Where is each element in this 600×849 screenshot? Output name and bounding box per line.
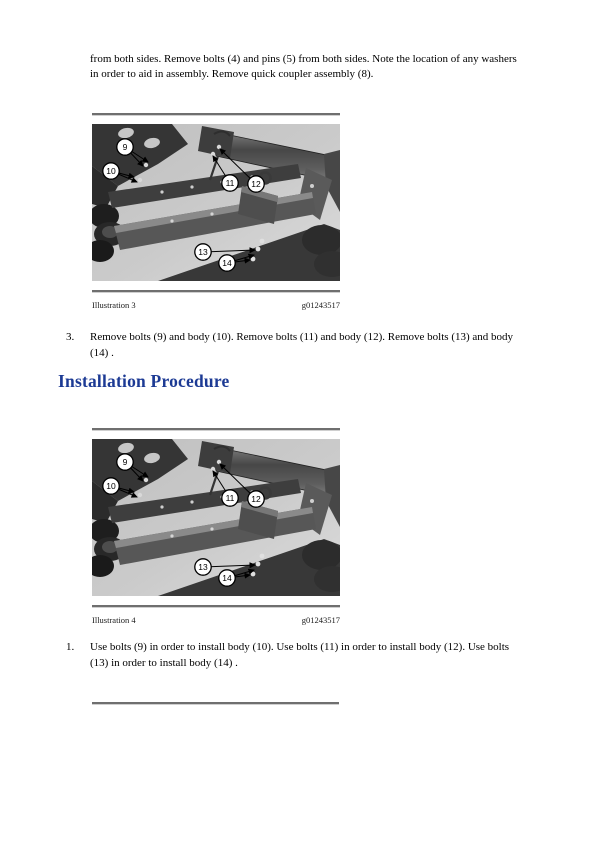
intro-paragraph: from both sides. Remove bolts (4) and pins (5) from both sides. Note the location of any washers in order to aid in assembly. Remove quick coupler assembly (8). (90, 53, 517, 80)
callout-10 (103, 478, 119, 494)
figure-caption: Illustration 3 (92, 300, 136, 310)
step-number: 1. (66, 641, 75, 653)
figure-top-rule (92, 428, 340, 431)
svg-text:13: 13 (198, 247, 208, 258)
figure-ref-number: g01243517 (301, 615, 340, 625)
svg-text:12: 12 (251, 179, 261, 190)
svg-text:12: 12 (251, 494, 261, 505)
svg-text:10: 10 (106, 166, 116, 177)
callout-11 (222, 175, 238, 191)
callout-13 (195, 559, 211, 575)
figure-top-rule (92, 113, 340, 116)
figure-caption-row (92, 300, 340, 310)
install-step-1 (66, 640, 530, 671)
figure-illustration-3 (92, 113, 340, 310)
svg-text:11: 11 (225, 178, 235, 189)
illustration-photo (92, 124, 340, 281)
svg-text:14: 14 (222, 573, 232, 584)
svg-text:10: 10 (106, 481, 116, 492)
svg-text:13: 13 (198, 562, 208, 573)
callout-10 (103, 163, 119, 179)
section-heading: Installation Procedure (58, 371, 230, 391)
svg-text:11: 11 (225, 493, 235, 504)
quick-coupler-illustration (92, 124, 340, 281)
step-text: Use bolts (9) in order to install body (10). Use bolts (11) in order to install body (12). Use bolts (13) in order to install body (14) . (90, 641, 510, 669)
callout-12 (248, 176, 264, 192)
callout-9 (117, 139, 133, 155)
callout-14 (219, 255, 235, 271)
callout-9 (117, 454, 133, 470)
svg-text:9: 9 (122, 142, 128, 153)
callout-12 (248, 491, 264, 507)
illustration-photo (92, 439, 340, 596)
step-number: 3. (66, 331, 75, 343)
figure-caption: Illustration 4 (92, 615, 136, 625)
figure-bottom-rule (92, 290, 340, 293)
page-end-rule (92, 702, 339, 705)
figure-illustration-4 (92, 428, 340, 625)
callout-13 (195, 244, 211, 260)
callout-14 (219, 570, 235, 586)
quick-coupler-illustration (92, 439, 340, 596)
step-text: Remove bolts (9) and body (10). Remove bolts (11) and body (12). Remove bolts (13) and body (14) . (90, 331, 514, 359)
figure-caption-row (92, 615, 340, 625)
callout-11 (222, 490, 238, 506)
figure-ref-number: g01243517 (301, 300, 340, 310)
svg-text:9: 9 (122, 457, 128, 468)
figure-bottom-rule (92, 605, 340, 608)
removal-step-3 (66, 330, 530, 361)
svg-text:14: 14 (222, 258, 232, 269)
